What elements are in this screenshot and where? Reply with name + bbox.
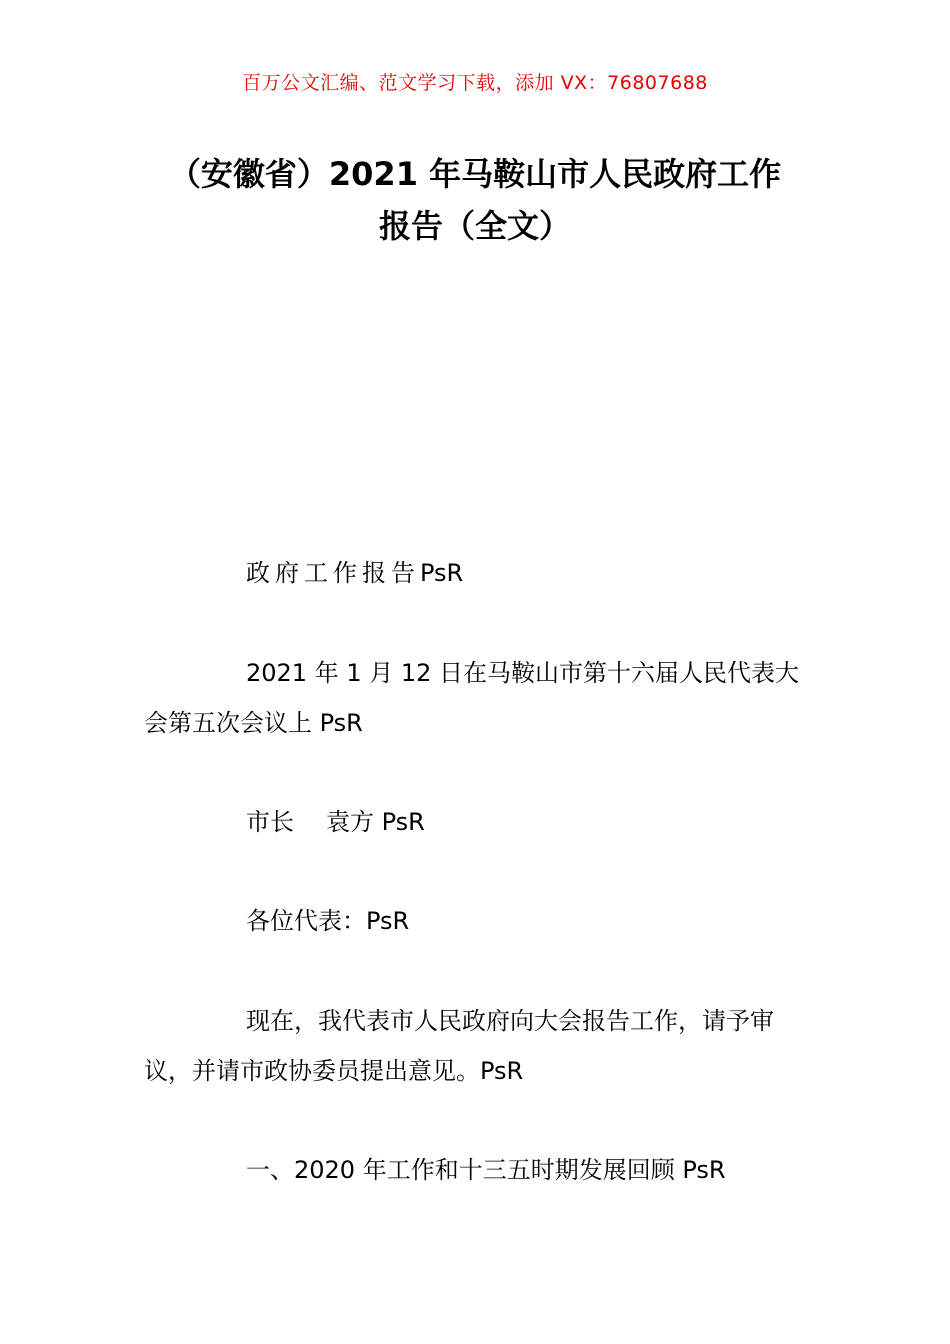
intro-paragraph: 现在，我代表市人民政府向大会报告工作，请予审议，并请市政协委员提出意见。PsR bbox=[144, 1007, 774, 1085]
speaker-role: 市长 bbox=[246, 808, 294, 836]
title-line-1: （安徽省）2021 年马鞍山市人民政府工作 bbox=[168, 155, 782, 193]
document-title bbox=[140, 148, 810, 252]
salutation: 各位代表：PsR bbox=[246, 907, 410, 935]
speaker-line bbox=[144, 797, 808, 847]
meeting-info: 2021 年 1 月 12 日在马鞍山市第十六届人民代表大会第五次会议上 PsR bbox=[144, 659, 800, 737]
section-heading-1: 一、2020 年工作和十三五时期发展回顾 PsR bbox=[246, 1156, 726, 1184]
report-heading-text: 政府工作报告 bbox=[246, 559, 420, 587]
report-heading bbox=[144, 548, 808, 598]
header-download-note: 百万公文汇编、范文学习下载，添加 VX：76807688 bbox=[242, 72, 708, 94]
title-line-2: 报告（全文） bbox=[378, 207, 571, 245]
speaker-name: 袁方 PsR bbox=[326, 808, 425, 836]
report-heading-mark: PsR bbox=[420, 559, 464, 587]
